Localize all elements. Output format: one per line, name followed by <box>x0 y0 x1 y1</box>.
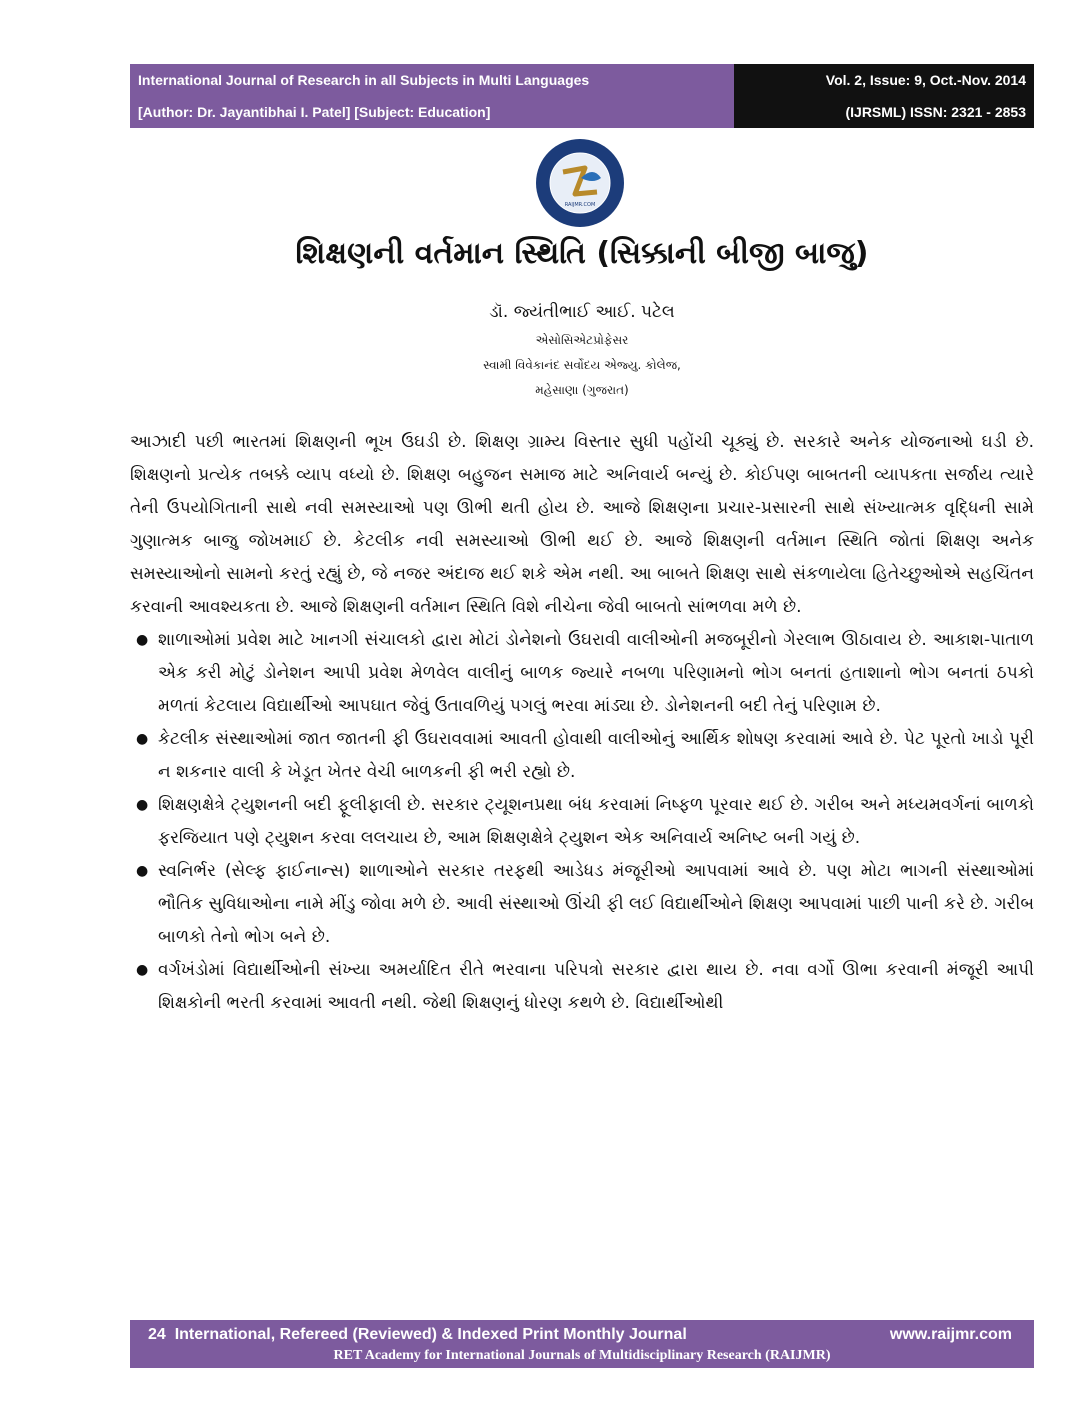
website-link[interactable]: www.raijmr.com <box>889 1326 1012 1343</box>
raijmr-seal-logo-icon <box>535 138 625 228</box>
bullet-icon: ● <box>136 863 149 879</box>
bullet-icon: ● <box>136 632 149 648</box>
article-body <box>130 426 1034 1020</box>
bullet-icon: ● <box>136 797 149 813</box>
author-place: મહેસાણા (ગુજરાત) <box>535 383 629 397</box>
volume-issue: Vol. 2, Issue: 9, Oct.-Nov. 2014 <box>825 72 1026 88</box>
page-number: 24 <box>148 1326 166 1343</box>
list-item: ● શાળાઓમાં પ્રવેશ માટે ખાનગી સંચાલકો દ્વારા મોટાં ડોનેશનો ઉઘરાવી વાલીઓની મજબૂરીનો ગેરલાભ ઊઠાવાય છે. આકાશ-પાતાળ એક કરી મોટું ડોનેશન આપી પ્રવેશ મેળવેલ વાલીનું બાળક જ્યારે નબળા પરિણામનો ભોગ બનતાં હતાશાનો ભોગ બનતાં ઠપકો મળતાં કેટલાય વિદ્યાર્થીઓ આપઘાત જેવું ઉતાવળિયું પગલું ભરવા માંડ્યા છે. ડોનેશનની બદી તેનું પરિણામ છે. <box>158 624 1034 723</box>
list-item: ● વર્ગખંડોમાં વિદ્યાર્થીઓની સંખ્યા અમર્યાદિત રીતે ભરવાના પરિપત્રો સરકાર દ્વારા થાય છે. નવા વર્ગો ઊભા કરવાની મંજૂરી આપી શિક્ષકોની ભરતી કરવામાં આવતી નથી. જેથી શિક્ષણનું ધોરણ કથળે છે. વિદ્યાર્થીઓથી <box>158 954 1034 1020</box>
footer-journal-line <box>148 1326 687 1344</box>
author-institute: સ્વામી વિવેકાનંદ સર્વોદય એજ્યુ. કોલેજ, <box>483 358 681 372</box>
list-item: ● સ્વનિર્ભર (સેલ્ફ ફાઈનાન્સ) શાળાઓને સરકાર તરફથી આડેધડ મંજૂરીઓ આપવામાં આવે છે. પણ મોટા ભાગની સંસ્થાઓમાં ભૌતિક સુવિધાઓના નામે મીંડુ જોવા મળે છે. આવી સંસ્થાઓ ઊંચી ફી લઈ વિદ્યાર્થીઓને શિક્ષણ આપવામાં પાછી પાની કરે છે. ગરીબ બાળકો તેનો ભોગ બને છે. <box>158 855 1034 954</box>
page-footer <box>130 1320 1034 1368</box>
header-left-band <box>130 64 734 128</box>
paper-title: શિક્ષણની વર્તમાન સ્થિતિ (સિક્કાની બીજી બાજુ) <box>295 236 869 271</box>
page-header <box>130 64 1034 128</box>
issues-list <box>130 624 1034 1020</box>
header-right-band <box>734 64 1034 128</box>
intro-paragraph: આઝાદી પછી ભારતમાં શિક્ષણની ભૂખ ઉઘડી છે. શિક્ષણ ગ્રામ્ય વિસ્તાર સુધી પહોંચી ચૂક્યું છે. સરકારે અનેક યોજનાઓ ઘડી છે. શિક્ષણનો પ્રત્યેક તબક્કે વ્યાપ વધ્યો છે. શિક્ષણ બહુજન સમાજ માટે અનિવાર્ય બન્યું છે. કોઈપણ બાબતની વ્યાપકતા સર્જાય ત્યારે તેની ઉપયોગિતાની સાથે નવી સમસ્યાઓ પણ ઊભી થતી હોય છે. આજે શિક્ષણના પ્રચાર-પ્રસારની સાથે સંખ્યાત્મક વૃદ્ધિની સામે ગુણાત્મક બાજુ જોખમાઈ છે. કેટલીક નવી સમસ્યાઓ ઊભી થઈ છે. આજે શિક્ષણની વર્તમાન સ્થિતિ જોતાં શિક્ષણ અનેક સમસ્યાઓનો સામનો કરતું રહ્યું છે, જે નજર અંદાજ થઈ શકે એમ નથી. આ બાબતે શિક્ષણ સાથે સંકળાયેલા હિતેચ્છુઓએ સહચિંતન કરવાની આવશ્યકતા છે. આજે શિક્ષણની વર્તમાન સ્થિતિ વિશે નીચેના જેવી બાબતો સાંભળવા મળે છે. <box>130 432 1034 617</box>
bullet-icon: ● <box>136 962 149 978</box>
list-item: ● કેટલીક સંસ્થાઓમાં જાત જાતની ફી ઉઘરાવવામાં આવતી હોવાથી વાલીઓનું આર્થિક શોષણ કરવામાં આવે છે. પેટ પૂરતો ખાડો પૂરી ન શકનાર વાલી કે ખેડૂત ખેતર વેચી બાળકની ફી ભરી રહ્યો છે. <box>158 723 1034 789</box>
list-item: ● શિક્ષણક્ષેત્રે ટ્યુશનની બદી ફૂલીફાલી છે. સરકાર ટ્યૂશનપ્રથા બંધ કરવામાં નિષ્ફળ પૂરવાર થઈ છે. ગરીબ અને મધ્યમવર્ગનાં બાળકો ફરજિયાત પણે ટ્યુશન કરવા લલચાય છે, આમ શિક્ષણક્ષેત્રે ટ્યુશન એક અનિવાર્ય અનિષ્ટ બની ગયું છે. <box>158 789 1034 855</box>
journal-type: International, Refereed (Reviewed) & Indexed Print Monthly Journal <box>174 1326 687 1343</box>
author-name: ડૉ. જ્યંતીભાઈ આઈ. પટેલ <box>489 302 675 322</box>
author-subject: [Author: Dr. Jayantibhai I. Patel] [Subject: Education] <box>138 104 491 120</box>
issn: (IJRSML) ISSN: 2321 - 2853 <box>845 104 1026 120</box>
bullet-icon: ● <box>136 731 149 747</box>
journal-name: International Journal of Research in all Subjects in Multi Languages <box>138 72 590 88</box>
svg-text:RAIJMR.COM: RAIJMR.COM <box>564 202 596 208</box>
author-designation: એસોસિએટપ્રોફેસર <box>535 333 629 347</box>
publisher-line: RET Academy for International Journals of Multidisciplinary Research (RAIJMR) <box>333 1348 831 1363</box>
